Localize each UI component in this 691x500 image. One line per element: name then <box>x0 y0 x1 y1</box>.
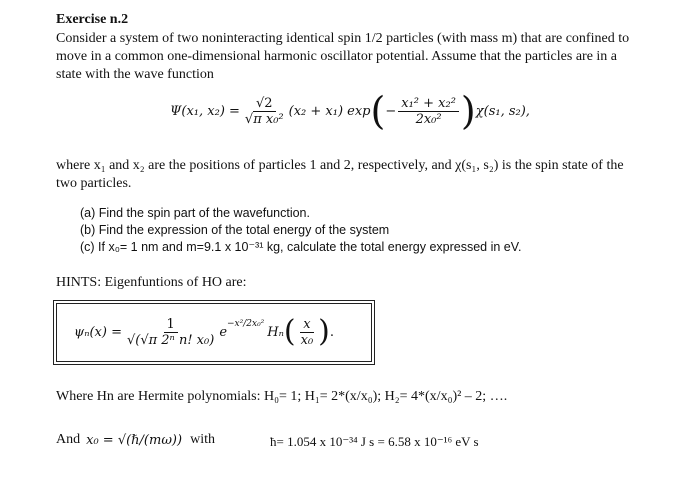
x0-definition-line <box>56 432 215 448</box>
eigen-lhs: ψₙ(x) = <box>74 324 122 340</box>
eigen-right-paren: ) <box>318 314 330 349</box>
eigen-left-paren: ( <box>283 314 296 349</box>
eigen-normalization <box>124 317 217 348</box>
where-paragraph: where x₁ and x₂ are the positions of particles 1 and 2, respectively, and χ(s₁, s₂) is the spin state of the two particles. <box>56 158 624 191</box>
exponent-fraction <box>398 96 459 127</box>
exercise-intro: Consider a system of two noninteracting identical spin 1/2 particles (with mass m) that are confined to move in a common one-dimensional harmonic oscillator potential. Assume that the particles are in a state with the wave function <box>56 31 630 82</box>
with-label: with <box>190 432 215 447</box>
task-a: (a) Find the spin part of the wavefunction. <box>80 206 310 220</box>
task-c: (c) If x₀= 1 nm and m=9.1 x 10⁻³¹ kg, calculate the total energy expressed in eV. <box>80 240 522 254</box>
eigen-exp-sup: −x²/2x₀² <box>227 319 265 329</box>
exponent-numerator: x₁² + x₂² <box>398 96 459 112</box>
eigen-exp: e <box>219 324 228 340</box>
exercise-title: Exercise n.2 <box>56 12 129 27</box>
eigen-argument <box>298 317 317 348</box>
hints-label: HINTS: Eigenfuntions of HO are: <box>56 275 247 290</box>
eigen-arg-denominator: x₀ <box>300 332 314 348</box>
hbar-value: ħ= 1.054 x 10⁻³⁴ J s = 6.58 x 10⁻¹⁶ eV s <box>270 434 479 449</box>
coefficient-numerator: √2 <box>253 96 276 112</box>
x0-definition: x₀ = √(ℏ/(mω)) <box>86 432 183 448</box>
eigen-end: . <box>329 324 335 340</box>
eigen-denominator: √(√π 2ⁿ n! x₀) <box>126 332 215 348</box>
wavefunction-coefficient <box>242 96 287 127</box>
wavefunction-lhs: Ψ(x₁, x₂) = <box>170 103 240 119</box>
eigen-numerator: 1 <box>164 317 178 333</box>
task-b: (b) Find the expression of the total energy of the system <box>80 223 390 237</box>
left-paren: ( <box>370 89 386 133</box>
and-label: And <box>56 432 81 447</box>
task-list <box>80 205 521 256</box>
exponent-denominator: 2x₀² <box>415 111 442 127</box>
coefficient-denominator: √π x₀² <box>244 111 284 127</box>
eigen-hermite: Hₙ <box>267 324 284 340</box>
exp-minus: − <box>385 103 397 119</box>
eigen-arg-numerator: x <box>300 317 313 333</box>
hermite-polynomials: Where Hn are Hermite polynomials: H₀= 1; H₁= 2*(x/x₀); H₂= 4*(x/x₀)² – 2; …. <box>56 389 508 404</box>
eigenfunction-equation <box>74 304 334 360</box>
wavefunction-equation <box>170 89 530 133</box>
wavefunction-middle: (x₂ + x₁) exp <box>288 103 371 119</box>
right-paren: ) <box>460 89 476 133</box>
wavefunction-tail: χ(s₁, s₂), <box>475 103 530 119</box>
